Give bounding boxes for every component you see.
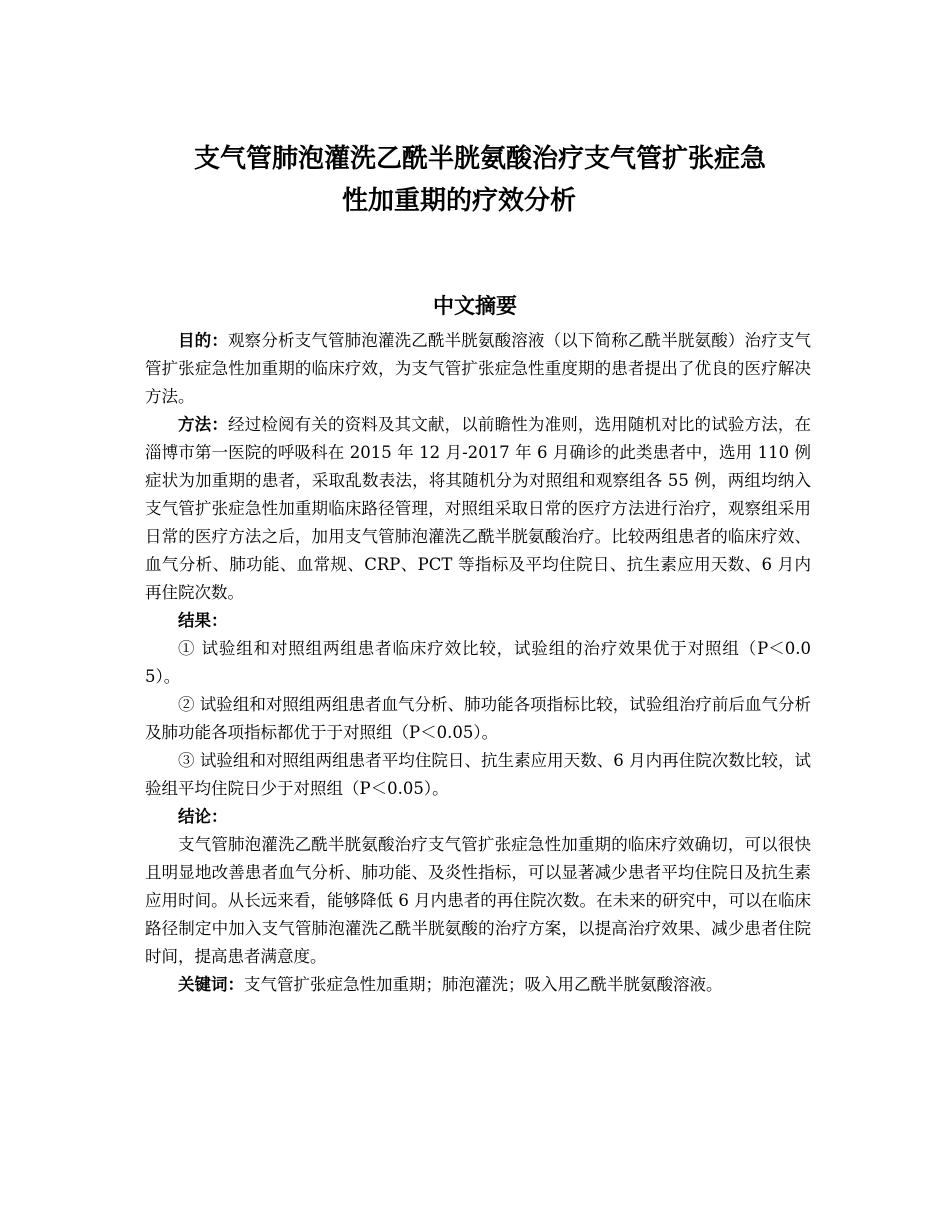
methods-text: 经过检阅有关的资料及其文献，以前瞻性为准则，选用随机对比的试验方法，在淄博市第一医院的呼吸科在 2015 年 12 月-2017 年 6 月确诊的此类患者中，选用 110 例症状为加重期的患者，采取乱数表法，将其随机分为对照组和观察组各 55 例，两组均纳入支气管扩张症急性加重期临床路径管理，对照组采取日常的医疗方法进行治疗，观察组采用日常的医疗方法之后，加用支气管肺泡灌洗乙酰半胱氨酸治疗。比较两组患者的临床疗效、血气分析、肺功能、血常规、CRP、PCT 等指标及平均住院日、抗生素应用天数、6 月内再住院次数。 bbox=[145, 415, 812, 602]
result-item-1: ① 试验组和对照组两组患者临床疗效比较，试验组的治疗效果优于对照组（P＜0.05）。 bbox=[145, 639, 811, 686]
paper-title-line-1: 支气管肺泡灌洗乙酰半胱氨酸治疗支气管扩张症急 bbox=[194, 144, 767, 174]
methods-paragraph bbox=[145, 411, 811, 607]
methods-label: 方法： bbox=[178, 415, 228, 434]
conclusion-heading-paragraph bbox=[145, 803, 811, 831]
results-label: 结果： bbox=[178, 611, 228, 630]
result-item-3: ③ 试验组和对照组两组患者平均住院日、抗生素应用天数、6 月内再住院次数比较，试验组平均住院日少于对照组（P＜0.05）。 bbox=[145, 751, 811, 798]
objective-paragraph bbox=[145, 327, 811, 411]
keywords-text: 支气管扩张症急性加重期；肺泡灌洗；吸入用乙酰半胱氨酸溶液。 bbox=[244, 975, 723, 994]
abstract-heading: 中文摘要 bbox=[433, 294, 517, 318]
result-item-2: ② 试验组和对照组两组患者血气分析、肺功能各项指标比较，试验组治疗前后血气分析及肺功能各项指标都优于于对照组（P＜0.05）。 bbox=[145, 695, 811, 742]
keywords-paragraph bbox=[145, 971, 811, 999]
abstract-body bbox=[145, 327, 811, 999]
objective-text: 观察分析支气管肺泡灌洗乙酰半胱氨酸溶液（以下简称乙酰半胱氨酸）治疗支气管扩张症急性加重期的临床疗效，为支气管扩张症急性重度期的患者提出了优良的医疗解决方法。 bbox=[145, 331, 812, 406]
conclusion-text: 支气管肺泡灌洗乙酰半胱氨酸治疗支气管扩张症急性加重期的临床疗效确切，可以很快且明显地改善患者血气分析、肺功能、及炎性指标，可以显著减少患者平均住院日及抗生素应用时间。从长远来看，能够降低 6 月内患者的再住院次数。在未来的研究中，可以在临床路径制定中加入支气管肺泡灌洗乙酰半胱氨酸的治疗方案，以提高治疗效果、减少患者住院时间，提高患者满意度。 bbox=[145, 835, 811, 966]
objective-label: 目的： bbox=[178, 331, 228, 350]
paper-title bbox=[0, 138, 950, 222]
keywords-label: 关键词： bbox=[178, 975, 244, 994]
paper-title-line-2: 性加重期的疗效分析 bbox=[342, 186, 577, 216]
conclusion-label: 结论： bbox=[178, 807, 228, 826]
results-paragraph bbox=[145, 607, 811, 635]
